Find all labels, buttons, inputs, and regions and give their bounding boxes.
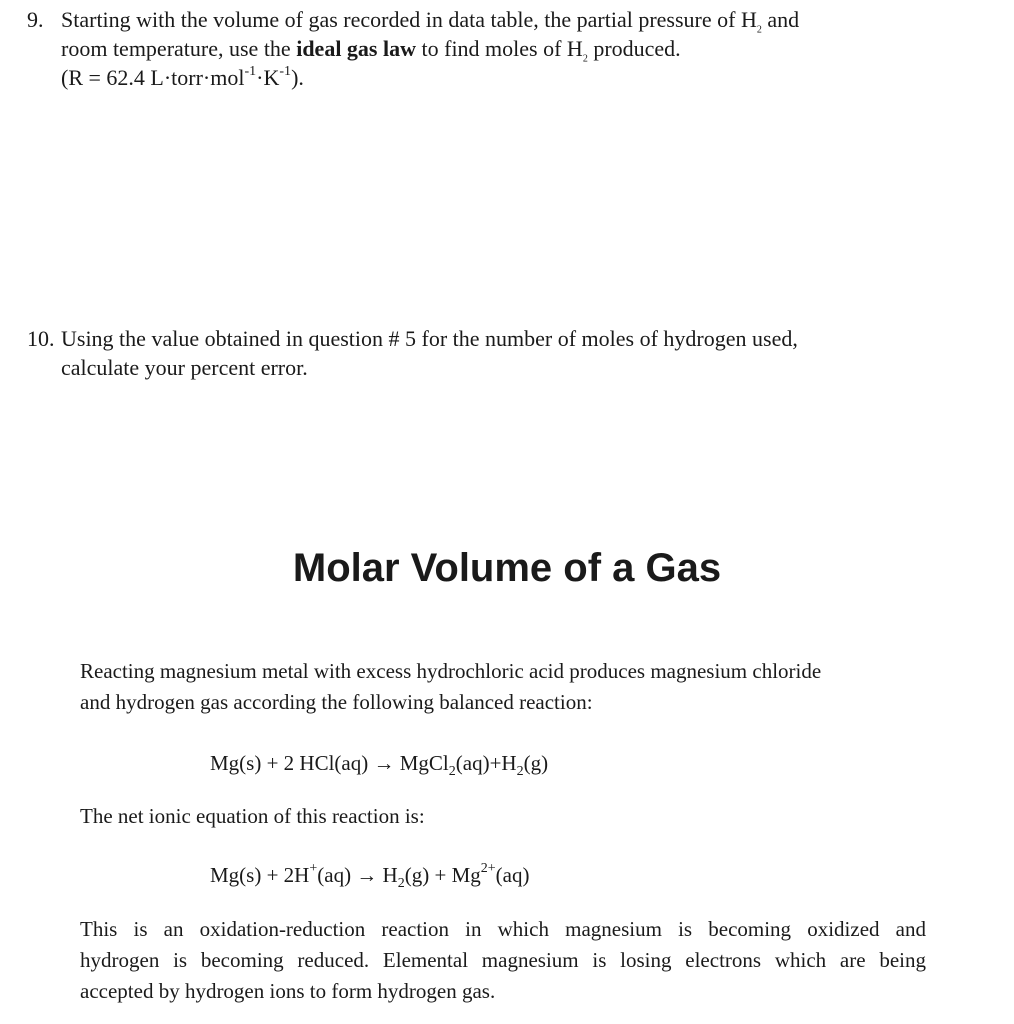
- net-ionic-equation: $Mg(s) + 2H^+(aq) \to H_2(g) + Mg^{2+}(aq)$: [210, 861, 530, 892]
- redox-line-2: hydrogen is becoming reduced. Elemental magnesium is losing electrons which are being: [80, 948, 926, 972]
- question-9-line-1: Starting with the volume of gas recorded in data table, the partial pressure of $H_2$ and: [61, 7, 800, 36]
- question-10-line-1: Using the value obtained in question # 5 for the number of moles of hydrogen used,: [61, 326, 798, 351]
- section-title: Molar Volume of a Gas: [292, 546, 722, 590]
- intro-line-1: Reacting magnesium metal with excess hydrochloric acid produces magnesium chloride: [80, 659, 822, 683]
- question-10-text: [61, 324, 987, 382]
- question-10: [27, 324, 987, 382]
- intro-line-2: and hydrogen gas according the following balanced reaction:: [80, 690, 593, 714]
- ideal-gas-law-emphasis: ideal gas law: [296, 36, 416, 61]
- net-ionic-label: The net ionic equation of this reaction is:: [80, 804, 425, 828]
- question-9-line-2: room temperature, use the ideal gas law to find moles of $H_2$ produced.: [61, 36, 681, 65]
- question-10-number: 10.: [27, 326, 55, 351]
- balanced-equation: Mg(s) + 2 $HCl(aq) \to MgCl_2(aq)+H_2(g)$: [210, 751, 549, 780]
- redox-paragraph: [80, 914, 926, 1007]
- question-10-line-2: calculate your percent error.: [61, 355, 308, 380]
- question-9-number: 9.: [27, 7, 44, 32]
- redox-line-3: accepted by hydrogen ions to form hydrogen gas.: [80, 979, 496, 1003]
- question-9: [27, 5, 987, 92]
- redox-line-1: This is an oxidation-reduction reaction in which magnesium is becoming oxidized and: [80, 917, 926, 941]
- gas-constant-line: (R = 62.4 $L\cdot torr\cdot mol^{-1}\cdot K^{-1}$).: [61, 63, 304, 90]
- question-9-text: [61, 5, 987, 92]
- intro-paragraph: [80, 656, 926, 718]
